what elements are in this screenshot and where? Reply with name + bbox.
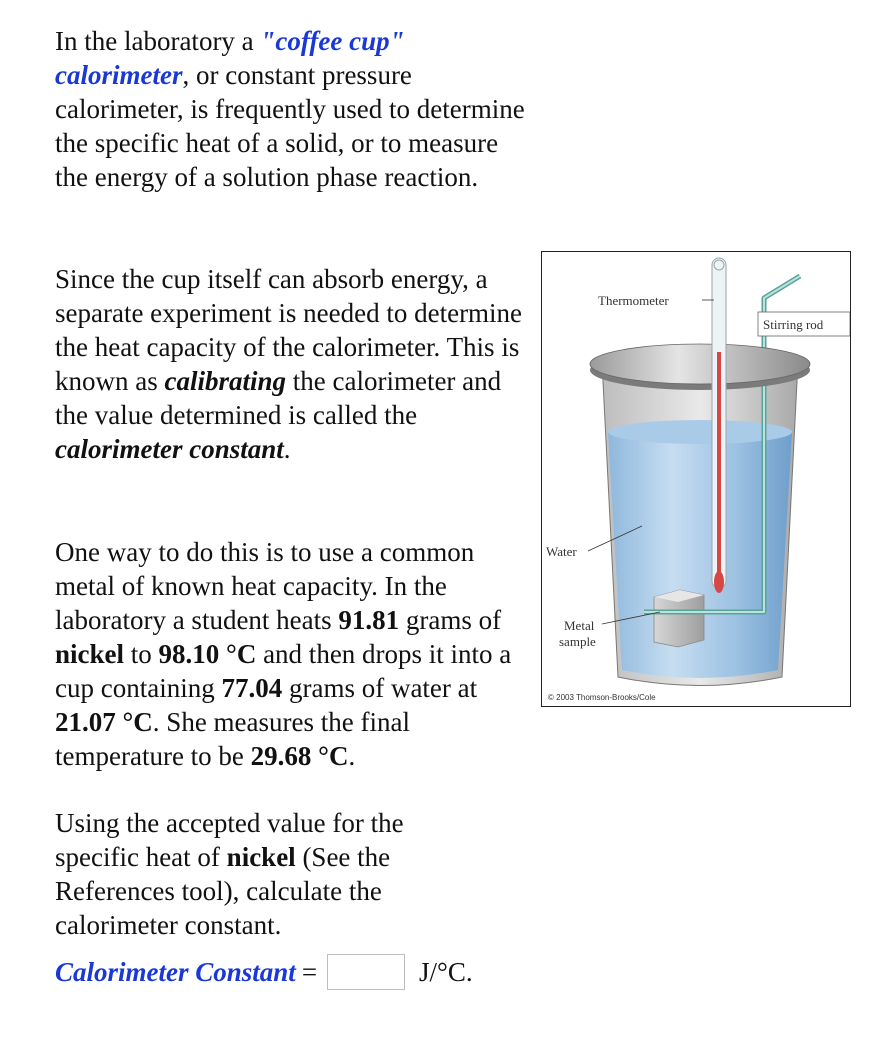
coffee-cup-calorimeter-term: "coffee cup" calorimeter xyxy=(55,26,405,90)
intro-text: In the laboratory a xyxy=(55,26,261,56)
answer-unit: J/°C. xyxy=(419,956,473,987)
experiment-text-4: and then drops it into a cup containing xyxy=(55,639,512,703)
metal-temp-value: 98.10 °C xyxy=(158,639,257,669)
thermometer-bulb xyxy=(714,571,724,593)
answer-label: Calorimeter Constant xyxy=(55,956,296,987)
question-metal-name: nickel xyxy=(226,842,296,872)
calibration-paragraph xyxy=(55,262,525,466)
intro-paragraph xyxy=(55,24,525,194)
experiment-text: One way to do this is to use a common metal of known heat capacity. In the laboratory a student heats xyxy=(55,537,475,635)
lid-top xyxy=(590,344,810,384)
experiment-text-5: grams of water at xyxy=(282,673,478,703)
water-mass-value: 77.04 xyxy=(221,673,283,703)
question-text-cont: (See the References tool), calculate the calorimeter constant. xyxy=(55,842,391,940)
final-temp-value: 29.68 °C xyxy=(250,741,349,771)
thermometer-mercury xyxy=(717,352,721,582)
copyright-text: © 2003 Thomson-Brooks/Cole xyxy=(548,693,656,702)
calorimeter-figure xyxy=(541,251,851,707)
metal-label-line2: sample xyxy=(559,634,596,649)
experiment-text-6: . She measures the final temperature to be xyxy=(55,707,410,771)
equals-sign: = xyxy=(301,956,318,987)
metal-name: nickel xyxy=(55,639,125,669)
intro-text-cont: , or constant pressure calorimeter, is frequently used to determine the specific heat of a solid, or to measure the energy of a solution phase reaction. xyxy=(55,60,525,192)
calibration-text-cont: the calorimeter and the value determined is called the xyxy=(55,366,502,430)
water-label: Water xyxy=(546,544,577,559)
question-paragraph xyxy=(55,806,475,942)
experiment-text-2: grams of xyxy=(399,605,502,635)
calorimeter-illustration xyxy=(542,252,851,707)
calibration-text: Since the cup itself can absorb energy, a separate experiment is needed to determine the heat capacity of the calorimeter. This is known as xyxy=(55,264,523,396)
experiment-text-3: to xyxy=(124,639,159,669)
experiment-text-7: . xyxy=(348,741,356,771)
calorimeter-constant-input[interactable] xyxy=(327,954,405,990)
calorimeter-constant-term: calorimeter constant xyxy=(55,434,284,464)
stirring-rod-label: Stirring rod xyxy=(763,317,824,332)
answer-row xyxy=(55,952,473,992)
metal-label-line1: Metal xyxy=(564,618,595,633)
calibrating-term: calibrating xyxy=(164,366,287,396)
experiment-paragraph xyxy=(55,535,530,773)
question-text: Using the accepted value for the specific heat of xyxy=(55,808,404,872)
water-temp-value: 21.07 °C xyxy=(55,707,153,737)
metal-mass-value: 91.81 xyxy=(338,605,400,635)
thermometer-label: Thermometer xyxy=(598,293,669,308)
calibration-period: . xyxy=(283,434,291,464)
